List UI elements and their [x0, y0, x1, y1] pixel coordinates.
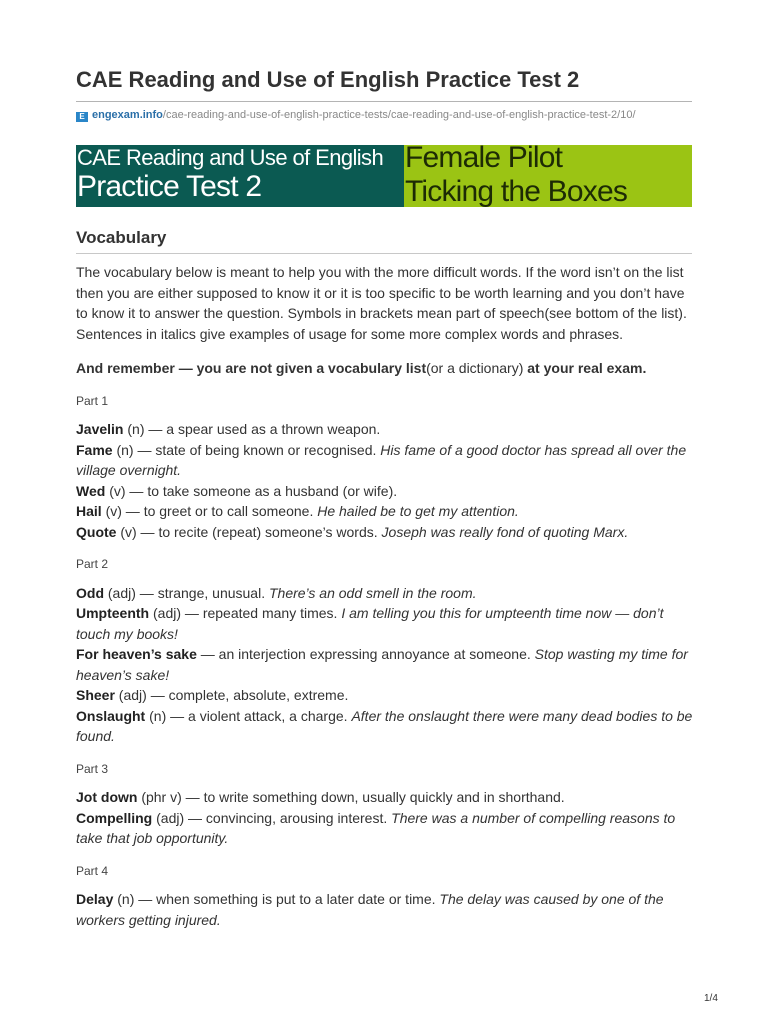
vocab-definition: state of being known or recognised.	[155, 441, 381, 458]
vocab-term: Fame	[76, 441, 113, 458]
banner-right-line1: Female Pilot	[405, 145, 563, 174]
vocab-pos: (v) —	[101, 503, 144, 519]
vocab-example: I am telling you this for umpteenth time now — don’t touch my books!	[76, 605, 664, 642]
vocab-definition: repeated many times.	[202, 605, 342, 621]
part-label: Part 4	[76, 863, 109, 878]
vocab-example: There’s an odd smell in the room.	[268, 584, 477, 601]
vocab-term: Javelin	[76, 421, 124, 437]
vocab-definition: to write something down, usually quickly and in shorthand.	[203, 789, 565, 805]
vocab-pos: (phr v) —	[137, 789, 204, 805]
vocab-definition: to recite (repeat) someone’s words.	[158, 523, 382, 540]
vocab-term: Umpteenth	[76, 605, 150, 621]
section-divider	[76, 253, 692, 254]
vocab-term: Sheer	[76, 687, 115, 703]
page-number: 1/4	[704, 993, 718, 1004]
banner-left-line2: Practice Test 2	[77, 170, 262, 203]
vocab-term: Onslaught	[76, 707, 146, 724]
part-section	[76, 759, 696, 849]
vocab-definition: strange, unusual.	[157, 584, 269, 601]
vocab-term: Jot down	[76, 789, 138, 805]
vocab-entry	[76, 644, 696, 685]
vocab-example: His fame of a good doctor has spread all over the village overnight.	[76, 441, 687, 478]
vocab-entry	[76, 419, 696, 440]
banner-left-line1: CAE Reading and Use of English	[77, 145, 384, 170]
vocab-pos: —	[196, 646, 219, 662]
vocab-pos: (adj) —	[149, 605, 203, 621]
vocab-entry	[76, 706, 696, 747]
vocab-entry	[76, 685, 696, 706]
part-section	[76, 554, 696, 747]
vocab-definition: convincing, arousing interest.	[205, 809, 392, 826]
vocab-term: For heaven’s sake	[76, 646, 197, 662]
part-label: Part 2	[76, 557, 109, 571]
vocab-definition: to take someone as a husband (or wife).	[147, 482, 398, 499]
vocab-definition: to greet or to call someone.	[143, 503, 318, 519]
source-path[interactable]: /cae-reading-and-use-of-english-practice-tests/cae-reading-and-use-of-english-practice-test-2/10/	[162, 109, 636, 121]
remember-note	[76, 358, 696, 379]
vocab-pos: (v) —	[105, 482, 148, 499]
vocab-entry	[76, 501, 696, 522]
vocab-entry	[76, 889, 696, 930]
vocab-entry	[76, 603, 696, 644]
vocab-definition: complete, absolute, extreme.	[168, 687, 349, 703]
vocab-definition: a violent attack, a charge.	[188, 707, 352, 724]
vocab-definition: a spear used as a thrown weapon.	[166, 421, 381, 437]
vocab-term: Compelling	[76, 809, 153, 826]
remember-bold-1: And remember — you are not given a vocabulary list	[76, 360, 427, 376]
part-section	[76, 861, 696, 931]
vocab-example: Stop wasting my time for heaven’s sake!	[76, 646, 688, 683]
source-host[interactable]: engexam.info	[92, 109, 163, 121]
banner-left-panel	[76, 145, 404, 207]
vocab-definition: an interjection expressing annoyance at someone.	[218, 646, 535, 662]
vocab-term: Hail	[76, 503, 102, 519]
vocab-pos: (n) —	[112, 441, 156, 458]
vocab-pos: (n) —	[113, 891, 157, 907]
banner-right-line2: Ticking the Boxes	[405, 175, 628, 207]
vocab-example: He hailed be to get my attention.	[317, 503, 519, 519]
vocab-term: Quote	[76, 523, 117, 540]
page-title: CAE Reading and Use of English Practice Test 2	[76, 67, 580, 92]
vocab-pos: (adj) —	[152, 809, 206, 826]
title-divider	[76, 101, 692, 102]
part-label: Part 1	[76, 393, 109, 408]
vocab-term: Delay	[76, 891, 114, 907]
vocab-pos: (adj) —	[104, 584, 158, 601]
site-logo-icon: E	[76, 112, 88, 122]
remember-normal: (or a dictionary)	[426, 360, 528, 376]
vocab-definition: when something is put to a later date or time.	[156, 891, 440, 907]
banner-image	[76, 145, 692, 207]
vocab-example: Joseph was really fond of quoting Marx.	[381, 523, 629, 540]
part-section	[76, 391, 696, 543]
vocab-term: Wed	[76, 482, 106, 499]
vocab-entry	[76, 808, 696, 849]
vocab-entry	[76, 583, 696, 604]
vocab-pos: (n) —	[145, 707, 189, 724]
part-label: Part 3	[76, 761, 109, 776]
vocab-pos: (n) —	[123, 421, 167, 437]
intro-paragraph: The vocabulary below is meant to help you with the more difficult words. If the word isn’t on the list then you are either supposed to know it or it is too specific to be worth learning and you don’t have to know it to answer the question. Symbols in brackets mean part of speech(see bottom of the list). Sentences in italics give examples of usage for some more complex words and phrases.	[76, 264, 687, 342]
article-body	[76, 262, 696, 942]
vocab-pos: (adj) —	[114, 687, 169, 703]
vocab-entry	[76, 787, 696, 808]
vocab-example: After the onslaught there were many dead bodies to be found.	[76, 707, 693, 744]
section-heading: Vocabulary	[76, 228, 167, 247]
vocab-entry	[76, 440, 696, 481]
vocab-example: The delay was caused by one of the workers getting injured.	[76, 891, 664, 928]
vocab-entry	[76, 522, 696, 543]
banner-right-panel	[404, 145, 692, 207]
vocab-entry	[76, 481, 696, 502]
vocab-pos: (v) —	[116, 523, 159, 540]
remember-bold-2: at your real exam.	[527, 360, 647, 376]
source-url[interactable]	[76, 108, 636, 122]
vocab-term: Odd	[76, 584, 104, 601]
vocab-example: There was a number of compelling reasons to take that job opportunity.	[76, 809, 676, 846]
